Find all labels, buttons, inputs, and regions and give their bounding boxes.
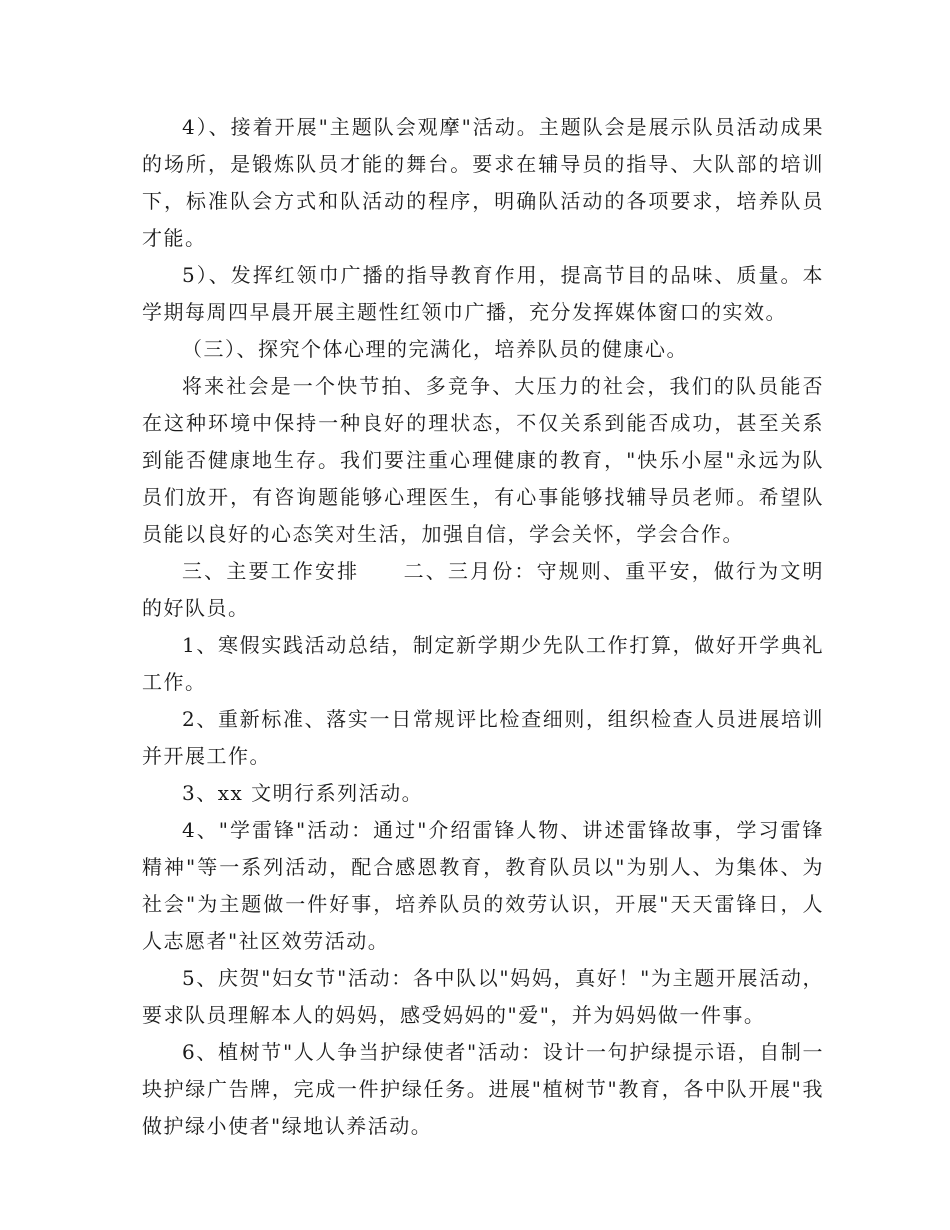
paragraph-item-5: 5、庆贺"妇女节"活动：各中队以"妈妈，真好！"为主题开展活动，要求队员理解本人的妈妈，感受妈妈的"爱"，并为妈妈做一件事。: [142, 966, 824, 1027]
paragraph-item-1: 1、寒假实践活动总结，制定新学期少先队工作打算，做好开学典礼工作。: [142, 633, 824, 694]
paragraph-section-three-heading: （三）、探究个体心理的完满化，培养队员的健康心。: [182, 337, 688, 361]
document-body: [142, 109, 824, 1145]
paragraph-theme-meeting: 4）、接着开展"主题队会观摩"活动。主题队会是展示队员活动成果的场所，是锻炼队员才能的舞台。要求在辅导员的指导、大队部的培训下，标准队会方式和队活动的程序，明确队活动的各项要求，培养队员才能。: [142, 115, 824, 250]
paragraph-mental-health: 将来社会是一个快节拍、多竞争、大压力的社会，我们的队员能否在这种环境中保持一种良好的理状态，不仅关系到能否成功，甚至关系到能否健康地生存。我们要注重心理健康的教育，"快乐小屋"永远为队员们放开，有咨询题能够心理医生，有心事能够找辅导员老师。希望队员能以良好的心态笑对生活，加强自信，学会关怀，学会合作。: [142, 374, 824, 546]
paragraph-work-arrangement: 三、主要工作安排 二、三月份：守规则、重平安，做行为文明的好队员。: [142, 559, 824, 620]
paragraph-item-4: 4、"学雷锋"活动：通过"介绍雷锋人物、讲述雷锋故事，学习雷锋精神"等一系列活动，配合感恩教育，教育队员以"为别人、为集体、为社会"为主题做一件好事，培养队员的效劳认识，开展"天天雷锋日，人人志愿者"社区效劳活动。: [142, 818, 824, 953]
paragraph-red-scarf-broadcast: 5）、发挥红领巾广播的指导教育作用，提高节目的品味、质量。本学期每周四早晨开展主题性红领巾广播，充分发挥媒体窗口的实效。: [142, 263, 824, 324]
paragraph-item-6: 6、植树节"人人争当护绿使者"活动：设计一句护绿提示语，自制一块护绿广告牌，完成一件护绿任务。进展"植树节"教育，各中队开展"我做护绿小使者"绿地认养活动。: [142, 1040, 824, 1138]
paragraph-item-2: 2、重新标准、落实一日常规评比检查细则，组织检查人员进展培训并开展工作。: [142, 707, 824, 768]
paragraph-item-3: 3、xx 文明行系列活动。: [182, 781, 424, 805]
